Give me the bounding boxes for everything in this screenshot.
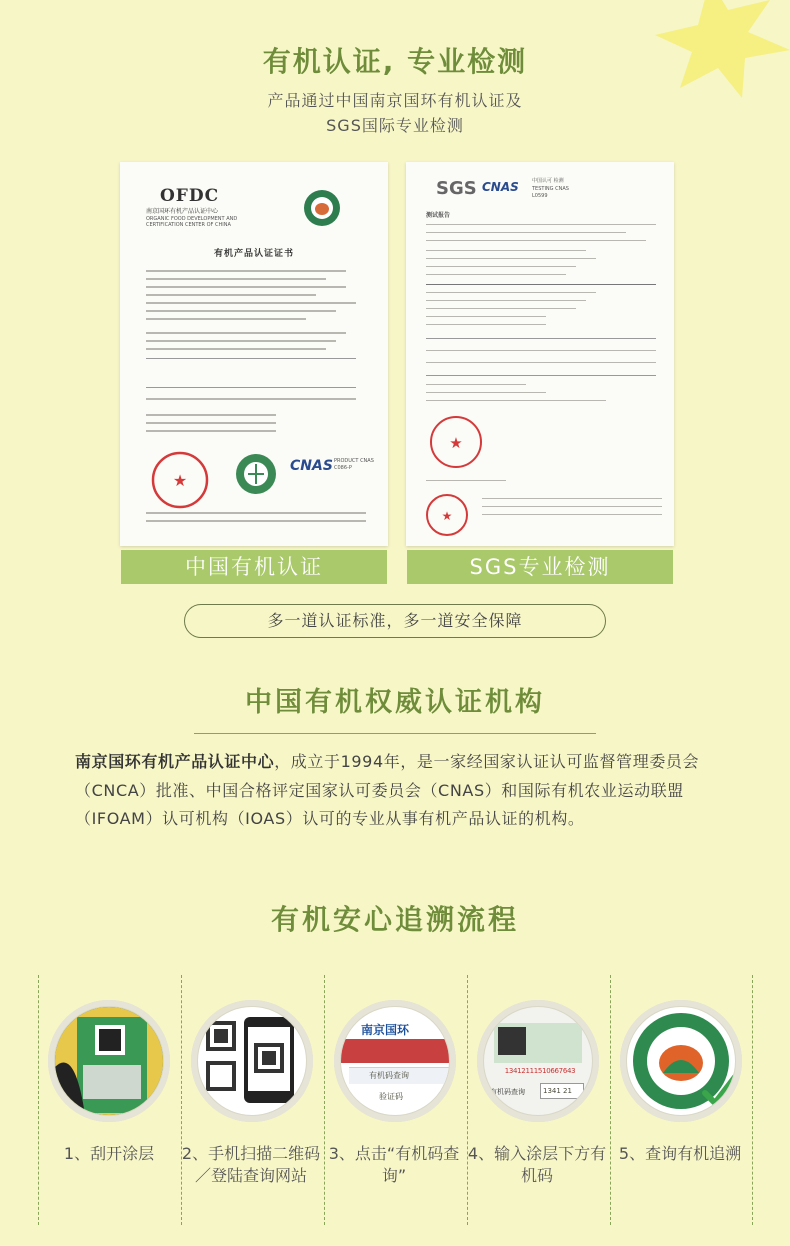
cert-label-sgs: SGS专业检测 [407,550,673,584]
divider [752,975,753,1225]
divider [610,975,611,1225]
section-title-authority: 中国有机权威认证机构 [245,687,545,718]
step-2-image [191,1000,313,1122]
ofdc-certificate-image: OFDC 南京国环有机产品认证中心 ORGANIC FOOD DEVELOPMENT AND CERTIFICATION CENTER OF CHINA 有机产品认证证书 ★ CNAS PRODUCT CNAS C086-P [120,162,388,546]
step-4-image [477,1000,599,1122]
menu-verify-code: 验证码 [349,1089,449,1105]
step-1-image [48,1000,170,1122]
slogan-pill: 多一道认证标准，多一道安全保障 [184,604,606,638]
strawberry-banner [341,1039,449,1063]
trace-steps [38,975,753,1225]
ofdc-logo: OFDC [160,186,220,206]
title-underline [194,733,596,734]
step-2-label: 2、手机扫描二维码／登陆查询网站 [181,1144,321,1185]
phone-scan-icon [198,1007,306,1115]
organic-seal-icon [302,188,342,228]
svg-text:★: ★ [172,471,188,490]
organic-code: 13412111510667643 [504,1067,576,1075]
org-name: 南京国环有机产品认证中心 [75,752,275,771]
section-title-trace: 有机安心追溯流程 [270,903,519,936]
section-subtitle: 产品通过中国南京国环有机认证及 SGS国际专业检测 [267,91,523,135]
qr-icon [498,1027,526,1055]
cnas-logo-right: CNAS [482,180,519,194]
authority-description: 南京国环有机产品认证中心，成立于1994年，是一家经国家认证认可监督管理委员会（CNCA）批准、中国合格评定国家认可委员会（CNAS）和国际有机农业运动联盟（IFOAM）认可机构（IOAS）认可的专业从事有机产品认证的机构。 [75,752,700,828]
step-4-label: 4、输入涂层下方有机码 [467,1144,607,1185]
divider [324,975,325,1225]
step-3-label: 3、点击“有机码查询” [328,1144,460,1185]
red-stamp-icon [150,450,210,510]
menu-organic-query: 有机码查询 [349,1067,449,1084]
step-3-image [334,1000,456,1122]
svg-text:★: ★ [449,434,463,452]
step-5-label: 5、查询有机追溯 [618,1144,742,1163]
divider [181,975,182,1225]
sgs-red-stamp-2-icon [424,492,470,538]
divider [467,975,468,1225]
step-1-label: 1、刮开涂层 [63,1144,155,1163]
query-label: 有机码查询 [490,1088,525,1096]
sgs-red-stamp-icon [428,414,484,470]
cnas-logo: CNAS [290,458,333,474]
code-input[interactable]: 1341 21 [540,1083,584,1099]
cert-title: 有机产品认证证书 [213,249,294,259]
step-5-image [620,1000,742,1122]
cert-label-china-organic: 中国有机认证 [121,550,387,584]
organic-logo-icon [627,1007,735,1115]
sgs-logo: SGS [436,178,477,199]
website-title: 南京国环 [361,1023,410,1037]
scratch-label-icon [55,1007,163,1115]
sgs-report-image: SGS CNAS 中国认可 检测 TESTING CNAS L0599 测试报告 ★ ★ [406,162,674,546]
section-title-certification: 有机认证, 专业检测 [262,45,528,78]
china-organic-logo-icon [234,452,278,496]
svg-text:★: ★ [441,509,453,523]
divider [38,975,39,1225]
